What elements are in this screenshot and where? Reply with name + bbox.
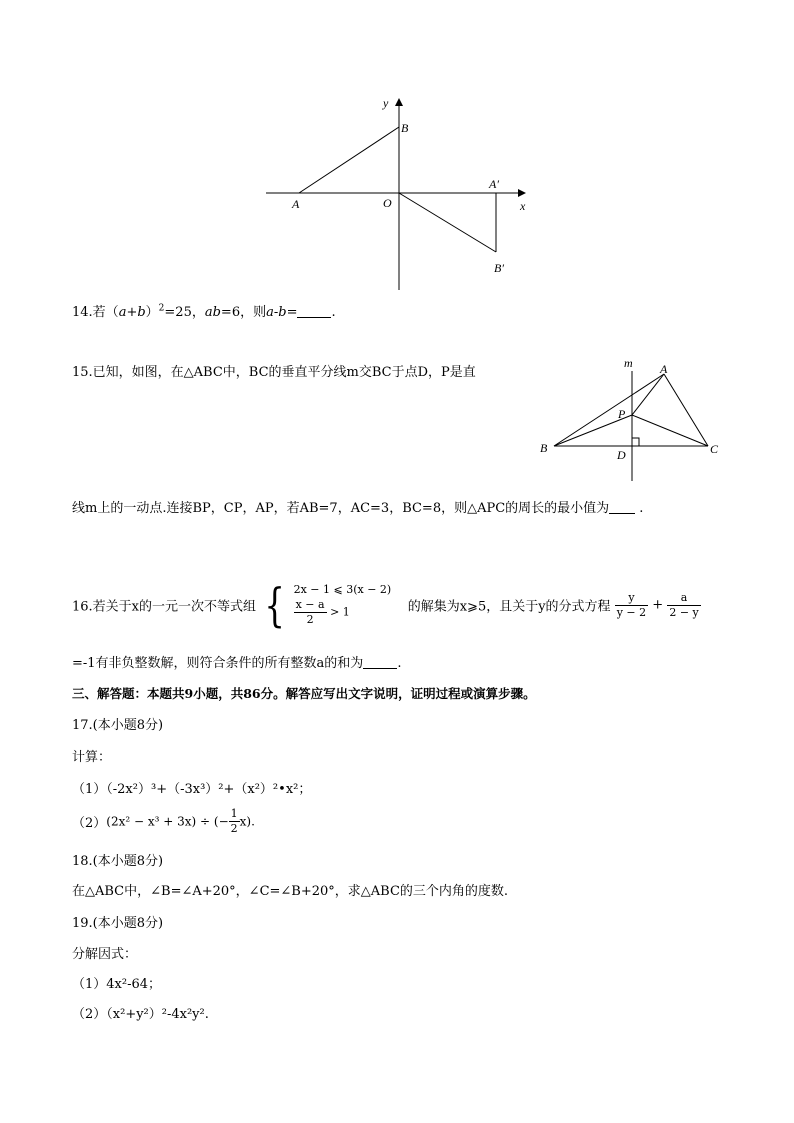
question-15-line-1: 15.已知，如图，在△ABC中，BC的垂直平分线m交BC于点D，P是直 xyxy=(72,365,476,380)
right-angle-mark xyxy=(632,438,639,446)
label-a: A xyxy=(660,362,668,376)
question-17-header: 17.(本小题8分) xyxy=(72,718,164,733)
question-19-part-1: （1）4x²-64； xyxy=(72,977,162,992)
label-p: P xyxy=(618,407,626,421)
inequality-system: 2x − 1 ⩽ 3(x − 2) $\frac{x - a}{2}$ > 1 xyxy=(294,583,404,627)
question-16-line-1: 16.若关于x的一元一次不等式组 { 2x − 1 ⩽ 3(x − 2) $\frac{x - a}{2}$ > 1 的解集为x⩾5，且关于y的分式方程 $\frac{y}{y - 2}$ + $\frac{a}{2 - y}$ xyxy=(72,578,699,632)
inequality-brace: { xyxy=(264,578,286,632)
question-14: 14.若$(a+b)^2=25$，ab=6，则a-b= . xyxy=(72,303,336,320)
question-16-line-2: =-1有非负整数解，则符合条件的所有整数a的和为 . xyxy=(72,656,402,671)
question-17-part-1: （1）（-2x²）³+（-3x³）²+（x²）²•x²； xyxy=(72,782,312,797)
question-17-intro: 计算： xyxy=(72,750,112,765)
segment-ap xyxy=(632,374,664,415)
label-o: O xyxy=(383,196,392,210)
question-17-part-2: （2）(2x² − x³ + 3x) ÷ (− $\frac{1}{2}$ x). xyxy=(72,807,255,835)
label-a-prime: A′ xyxy=(489,177,499,191)
question-19-intro: 分解因式： xyxy=(72,947,138,962)
segment-cp xyxy=(632,415,708,446)
coordinate-figure xyxy=(262,92,542,297)
label-m: m xyxy=(624,356,633,370)
question-19-part-2: （2）（x²+y²）²-4x²y². xyxy=(72,1007,209,1022)
question-15-line-2: 线m上的一动点.连接BP，CP，AP，若AB=7，AC=3，BC=8，则△APC的周长的最小值为 . xyxy=(72,501,644,516)
question-19-header: 19.(本小题8分) xyxy=(72,916,164,931)
label-c: C xyxy=(710,442,719,456)
label-x: x xyxy=(520,199,526,213)
question-18-text: 在△ABC中，∠B=∠A+20°，∠C=∠B+20°，求△ABC的三个内角的度数. xyxy=(72,884,509,899)
segment-ob-prime xyxy=(399,193,496,252)
section-3-title: 三、解答题：本题共9小题，共86分。解答应写出文字说明，证明过程或演算步骤。 xyxy=(72,686,536,701)
answer-blank-14[interactable] xyxy=(297,305,331,318)
label-b-prime: B′ xyxy=(494,261,504,275)
segment-ac xyxy=(664,374,708,446)
question-18-header: 18.(本小题8分) xyxy=(72,854,164,869)
segment-ab xyxy=(299,127,399,193)
answer-blank-16[interactable] xyxy=(363,656,397,669)
inequality-1: 2x − 1 ⩽ 3(x − 2) xyxy=(293,583,392,596)
label-a: A xyxy=(292,197,300,211)
fraction-half: $\frac{1}{2}$ xyxy=(230,807,238,835)
label-b: B xyxy=(540,441,548,455)
label-y: y xyxy=(383,96,389,110)
fraction-1: $\frac{y}{y - 2}$ xyxy=(616,590,647,619)
inequality-2-fraction: $\frac{x - a}{2}$ xyxy=(295,598,325,626)
triangle-figure xyxy=(536,355,726,485)
label-b: B xyxy=(401,121,409,135)
fraction-2: $\frac{a}{2 - y}$ xyxy=(669,590,699,619)
segment-ab xyxy=(554,374,664,446)
answer-blank-15[interactable] xyxy=(609,501,635,514)
label-d: D xyxy=(617,448,626,462)
